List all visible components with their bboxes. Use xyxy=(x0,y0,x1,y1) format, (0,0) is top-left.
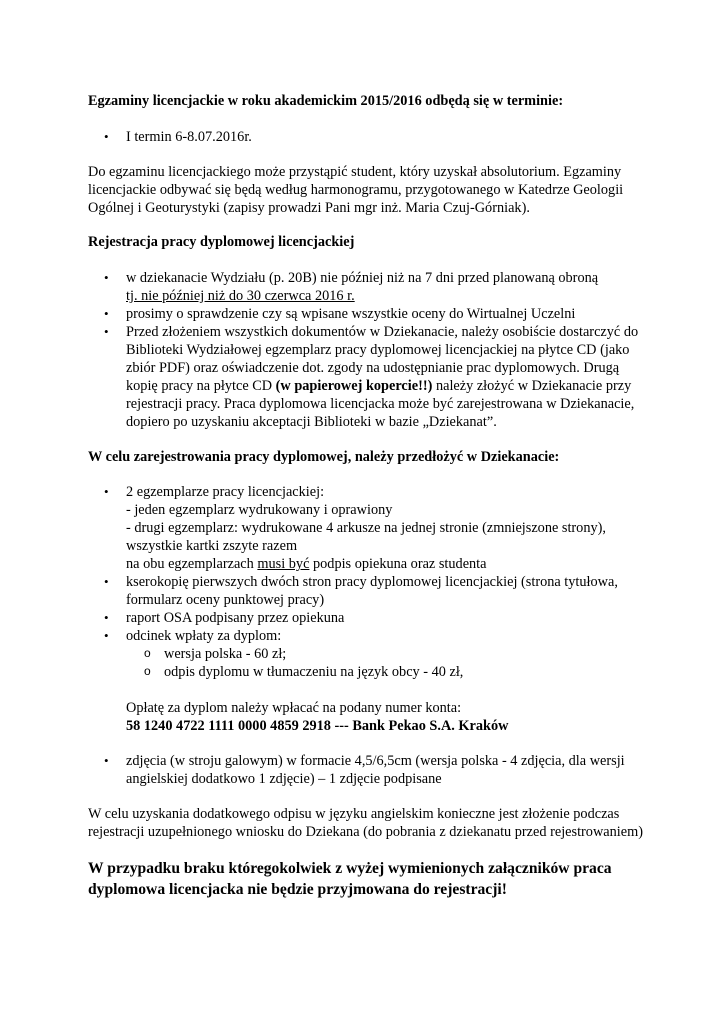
document-page xyxy=(88,92,648,900)
registration-location: w dziekanacie Wydziału (p. 20B) nie później niż na 7 dni przed planowaną obroną xyxy=(126,270,599,286)
intro-paragraph: Do egzaminu licencjackiego może przystąpić student, który uzyskał absolutorium. Egzaminy licencjackie odbywać się będą według harmonogramu, przygotowanego w Katedrze Geologii Ogólnej i Geoturystyki (zapisy prowadzi Pani mgr inż. Maria Czuj-Górniak). xyxy=(88,164,624,216)
list-item: • prosimy o sprawdzenie czy są wpisane wszystkie oceny do Wirtualnej Uczelni xyxy=(88,305,648,323)
payment-note: Opłatę za dyplom należy wpłacać na podany numer konta: xyxy=(126,700,462,716)
list-item: • zdjęcia (w stroju galowym) w formacie 4,5/6,5cm (wersja polska - 4 zdjęcia, dla wersji angielskiej dodatkowo 1 zdjęcie) – 1 zdjęcie podpisane xyxy=(88,752,648,788)
receipt-title: odcinek wpłaty za dyplom: xyxy=(126,628,282,644)
term-list xyxy=(88,128,648,146)
fee-list xyxy=(126,645,648,681)
fee-item: o odpis dyplomu w tłumaczeniu na język obcy - 40 zł, xyxy=(126,663,648,681)
copies-two: - drugi egzemplarz: wydrukowane 4 arkusze na jednej stronie (zmniejszone strony), wszystkie kartki zszyte razem xyxy=(126,520,606,554)
closing-warning: W przypadku braku któregokolwiek z wyżej wymienionych załączników praca dyplomowa licencjacka nie będzie przyjmowana do rejestracji! xyxy=(88,860,612,898)
library-instructions-cont: należy złożyć w Dziekanacie przy rejestracji pracy. Praca dyplomowa licencjacka może być zarejestrowana w Dziekanacie, dopiero po uzyskaniu akceptacji Biblioteki w bazie „Dziekanat”. xyxy=(126,378,635,430)
heading-exams: Egzaminy licencjackie w roku akademickim 2015/2016 odbędą się w terminie: xyxy=(88,93,564,109)
term-item: • I termin 6-8.07.2016r. xyxy=(88,128,648,146)
copies-title: 2 egzemplarze pracy licencjackiej: xyxy=(126,484,325,500)
copies-one: - jeden egzemplarz wydrukowany i oprawiony xyxy=(126,502,393,518)
heading-registration: Rejestracja pracy dyplomowej licencjackiej xyxy=(88,234,355,250)
list-item: • raport OSA podpisany przez opiekuna xyxy=(88,609,648,627)
list-item: • kserokopię pierwszych dwóch stron pracy dyplomowej licencjackiej (strona tytułowa, formularz oceny punktowej pracy) xyxy=(88,573,648,609)
copies-signature: na obu egzemplarzach xyxy=(126,556,258,572)
bank-account: 58 1240 4722 1111 0000 4859 2918 --- Bank Pekao S.A. Kraków xyxy=(126,718,509,734)
list-item xyxy=(88,627,648,735)
heading-submit: W celu zarejestrowania pracy dyplomowej, należy przedłożyć w Dziekanacie: xyxy=(88,449,560,465)
submit-list xyxy=(88,483,648,735)
envelope-note: (w papierowej kopercie!!) xyxy=(275,378,433,394)
list-item xyxy=(88,323,648,431)
english-copy-paragraph: W celu uzyskania dodatkowego odpisu w języku angielskim konieczne jest złożenie podczas rejestracji uzupełnionego wniosku do Dziekana (do pobrania z dziekanatu przed rejestrowaniem) xyxy=(88,806,643,840)
copies-signature-end: podpis opiekuna oraz studenta xyxy=(309,556,487,572)
list-item xyxy=(88,269,648,305)
copies-signature-must: musi być xyxy=(257,556,310,572)
fee-item: o wersja polska - 60 zł; xyxy=(126,645,648,663)
list-item xyxy=(88,483,648,573)
photos-list xyxy=(88,752,648,788)
registration-list xyxy=(88,269,648,431)
registration-deadline: tj. nie później niż do 30 czerwca 2016 r. xyxy=(126,288,355,304)
library-instructions: Przed złożeniem wszystkich dokumentów w Dziekanacie, należy osobiście dostarczyć do Biblioteki Wydziałowej egzemplarz pracy dyplomowej licencjackiej na płytce CD (jako zbiór PDF) oraz oświadczenie dot. zgody na udostępnianie prac dyplomowych. Drugą kopię pracy na płytce CD xyxy=(126,324,639,394)
